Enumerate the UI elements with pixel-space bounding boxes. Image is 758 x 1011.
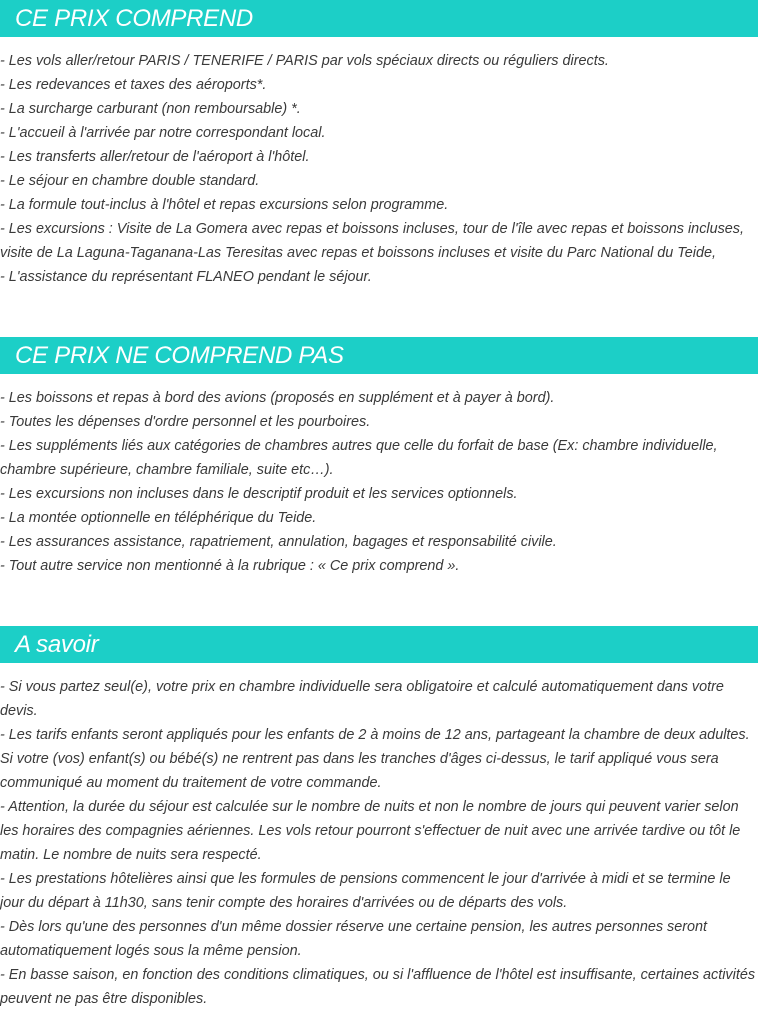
list-item: - Dès lors qu'une des personnes d'un même dossier réserve une certaine pension, les autres personnes seront automatiquement logés sous la même pension. — [0, 919, 708, 959]
section-title: CE PRIX NE COMPREND PAS — [0, 337, 758, 374]
list-item: - Si vous partez seul(e), votre prix en chambre individuelle sera obligatoire et calculé automatiquement dans votre devis. — [0, 679, 724, 719]
section-title: A savoir — [0, 626, 758, 663]
list-item: - La surcharge carburant (non remboursable) *. — [0, 101, 301, 117]
list-item: - En basse saison, en fonction des conditions climatiques, ou si l'affluence de l'hôtel est insuffisante, certaines activités peuvent ne pas être disponibles. — [0, 967, 756, 1007]
list-item: - Toutes les dépenses d'ordre personnel et les pourboires. — [0, 414, 371, 430]
list-item: - Les redevances et taxes des aéroports*. — [0, 77, 267, 93]
list-item: - Les tarifs enfants seront appliqués pour les enfants de 2 à moins de 12 ans, partageant la chambre de deux adultes. — [0, 727, 750, 743]
list-item: - La formule tout-inclus à l'hôtel et repas excursions selon programme. — [0, 197, 449, 213]
list-item: - L'assistance du représentant FLANEO pendant le séjour. — [0, 269, 372, 285]
list-item: - Les prestations hôtelières ainsi que les formules de pensions commencent le jour d'arrivée à midi et se termine le jour du départ à 11h30, sans tenir compte des horaires d'arrivées ou de départs des vols. — [0, 871, 731, 911]
list-item: - Les transferts aller/retour de l'aéroport à l'hôtel. — [0, 149, 310, 165]
list-item: - Les boissons et repas à bord des avions (proposés en supplément et à payer à bord). — [0, 390, 555, 406]
section-price-excludes — [0, 337, 758, 578]
list-item: - Les excursions non incluses dans le descriptif produit et les services optionnels. — [0, 486, 518, 502]
section-good-to-know — [0, 626, 758, 1011]
list-item: - L'accueil à l'arrivée par notre correspondant local. — [0, 125, 326, 141]
section-title: CE PRIX COMPREND — [0, 0, 758, 37]
section-content — [0, 374, 758, 578]
list-item: - Les excursions : Visite de La Gomera avec repas et boissons incluses, tour de l'île avec repas et boissons incluses, visite de La Laguna-Taganana-Las Teresitas avec repas et boissons incluses et visite du Parc National du Teide, — [0, 221, 744, 261]
list-item: - Les suppléments liés aux catégories de chambres autres que celle du forfait de base (Ex: chambre individuelle, chambre supérieure, chambre familiale, suite etc…). — [0, 438, 718, 478]
list-item: - Les assurances assistance, rapatriement, annulation, bagages et responsabilité civile. — [0, 534, 557, 550]
list-item: - Tout autre service non mentionné à la rubrique : « Ce prix comprend ». — [0, 558, 460, 574]
list-item: - Les vols aller/retour PARIS / TENERIFE / PARIS par vols spéciaux directs ou réguliers directs. — [0, 53, 609, 69]
list-item: - La montée optionnelle en téléphérique du Teide. — [0, 510, 317, 526]
section-content — [0, 663, 758, 1011]
list-item: Si votre (vos) enfant(s) ou bébé(s) ne rentrent pas dans les tranches d'âges ci-dessus, le tarif appliqué vous sera communiqué au moment du traitement de votre commande. — [0, 751, 719, 791]
section-price-includes — [0, 0, 758, 289]
list-item: - Attention, la durée du séjour est calculée sur le nombre de nuits et non le nombre de jours qui peuvent varier selon les horaires des compagnies aériennes. Les vols retour pourront s'effectuer de nuit avec une arrivée tardive ou tôt le matin. Le nombre de nuits sera respecté. — [0, 799, 741, 863]
section-content — [0, 37, 758, 289]
list-item: - Le séjour en chambre double standard. — [0, 173, 260, 189]
